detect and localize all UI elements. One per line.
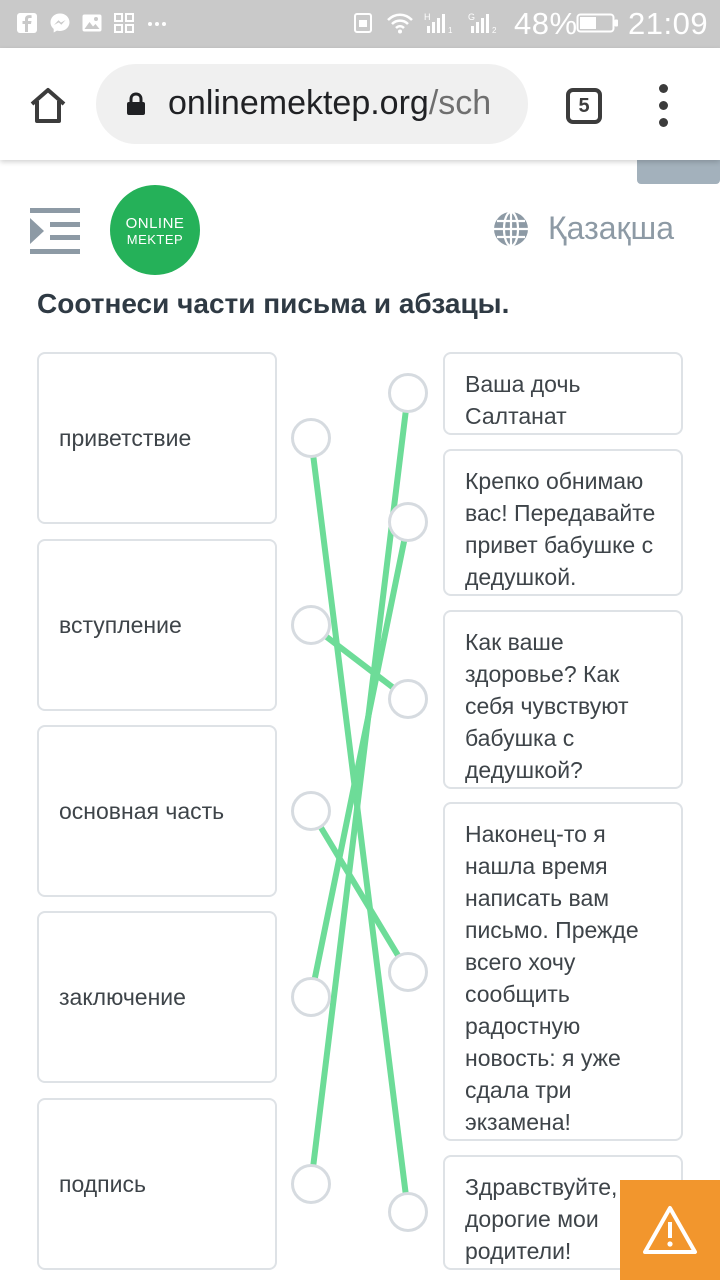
- left-card-vstuplenie[interactable]: [37, 539, 277, 711]
- right-card-main-text[interactable]: [443, 802, 683, 1141]
- right-card-text: Крепко обнимаю вас! Передавайте привет бабушке с дедушкой.: [465, 468, 656, 590]
- right-connector-2[interactable]: [388, 679, 428, 719]
- sim-icon: [352, 12, 374, 34]
- browser-menu-icon[interactable]: [652, 84, 676, 128]
- url-text: [168, 84, 491, 123]
- left-card-label: подпись: [59, 1170, 146, 1197]
- left-connector-4[interactable]: [291, 1164, 331, 1204]
- tab-switcher-button[interactable]: [566, 88, 602, 124]
- address-bar[interactable]: [96, 64, 528, 144]
- left-card-label: вступление: [59, 611, 182, 638]
- signal-g-sim2-icon: [468, 12, 498, 34]
- status-bar: [0, 0, 720, 48]
- language-selector[interactable]: Қазақша: [548, 210, 675, 246]
- right-card-conclusion-text[interactable]: [443, 449, 683, 596]
- right-connector-0[interactable]: [388, 373, 428, 413]
- messenger-icon: [49, 12, 71, 34]
- left-card-podpis[interactable]: [37, 1098, 277, 1270]
- right-card-intro-text[interactable]: [443, 610, 683, 789]
- right-card-text: Наконец-то я нашла время написать вам письмо. Прежде всего хочу сообщить радостную новость: я уже сдала три экзамена!: [465, 821, 639, 1135]
- left-card-label: основная часть: [59, 797, 225, 824]
- left-card-label: приветствие: [59, 424, 192, 451]
- report-problem-button[interactable]: [620, 1180, 720, 1280]
- left-connector-0[interactable]: [291, 418, 331, 458]
- match-line-2: [311, 811, 408, 972]
- url-path: /sch: [428, 84, 492, 122]
- right-connector-4[interactable]: [388, 1192, 428, 1232]
- question-title: Соотнеси части письма и абзацы.: [37, 288, 510, 319]
- sidebar-toggle-icon[interactable]: [30, 206, 82, 256]
- left-connector-2[interactable]: [291, 791, 331, 831]
- svg-text:2: 2: [492, 26, 497, 34]
- home-icon[interactable]: [24, 82, 72, 130]
- svg-text:H: H: [424, 12, 431, 22]
- globe-icon[interactable]: [492, 210, 530, 248]
- wifi-icon: [386, 12, 414, 34]
- left-card-zaklyuchenie[interactable]: [37, 911, 277, 1083]
- right-card-text: Как ваше здоровье? Как себя чувствуют бабушка с дедушкой?: [465, 629, 629, 783]
- lock-icon: [126, 92, 146, 116]
- facebook-icon: [16, 12, 38, 34]
- tab-count: 5: [578, 94, 590, 117]
- warning-icon: [642, 1204, 698, 1256]
- right-card-signature-text[interactable]: [443, 352, 683, 435]
- logo-line1: ONLINE: [125, 215, 185, 232]
- match-line-3: [311, 522, 408, 997]
- browser-toolbar: [0, 48, 720, 160]
- left-card-privetstvie[interactable]: [37, 352, 277, 524]
- apps-icon: [113, 12, 135, 34]
- battery-icon: [576, 12, 620, 34]
- right-card-text: Ваша дочь Салтанат: [465, 371, 581, 429]
- more-notifications-icon: [146, 12, 168, 34]
- left-connector-3[interactable]: [291, 977, 331, 1017]
- gallery-icon: [81, 12, 103, 34]
- left-connector-1[interactable]: [291, 605, 331, 645]
- url-domain: onlinemektep.org: [168, 84, 429, 122]
- logo-line2: MEKTEP: [126, 232, 184, 247]
- left-card-osnovnaya-chast[interactable]: [37, 725, 277, 897]
- svg-text:G: G: [468, 12, 476, 22]
- online-mektep-logo[interactable]: [110, 185, 200, 275]
- right-card-text: Здравствуйте, дорогие мои родители!: [465, 1174, 618, 1264]
- svg-text:1: 1: [448, 26, 453, 34]
- battery-percent: 48%: [514, 6, 578, 41]
- left-card-label: заключение: [59, 983, 186, 1010]
- clock: 21:09: [628, 6, 709, 41]
- match-line-0: [311, 438, 408, 1212]
- signal-h-sim1-icon: [424, 12, 454, 34]
- right-connector-3[interactable]: [388, 952, 428, 992]
- right-connector-1[interactable]: [388, 502, 428, 542]
